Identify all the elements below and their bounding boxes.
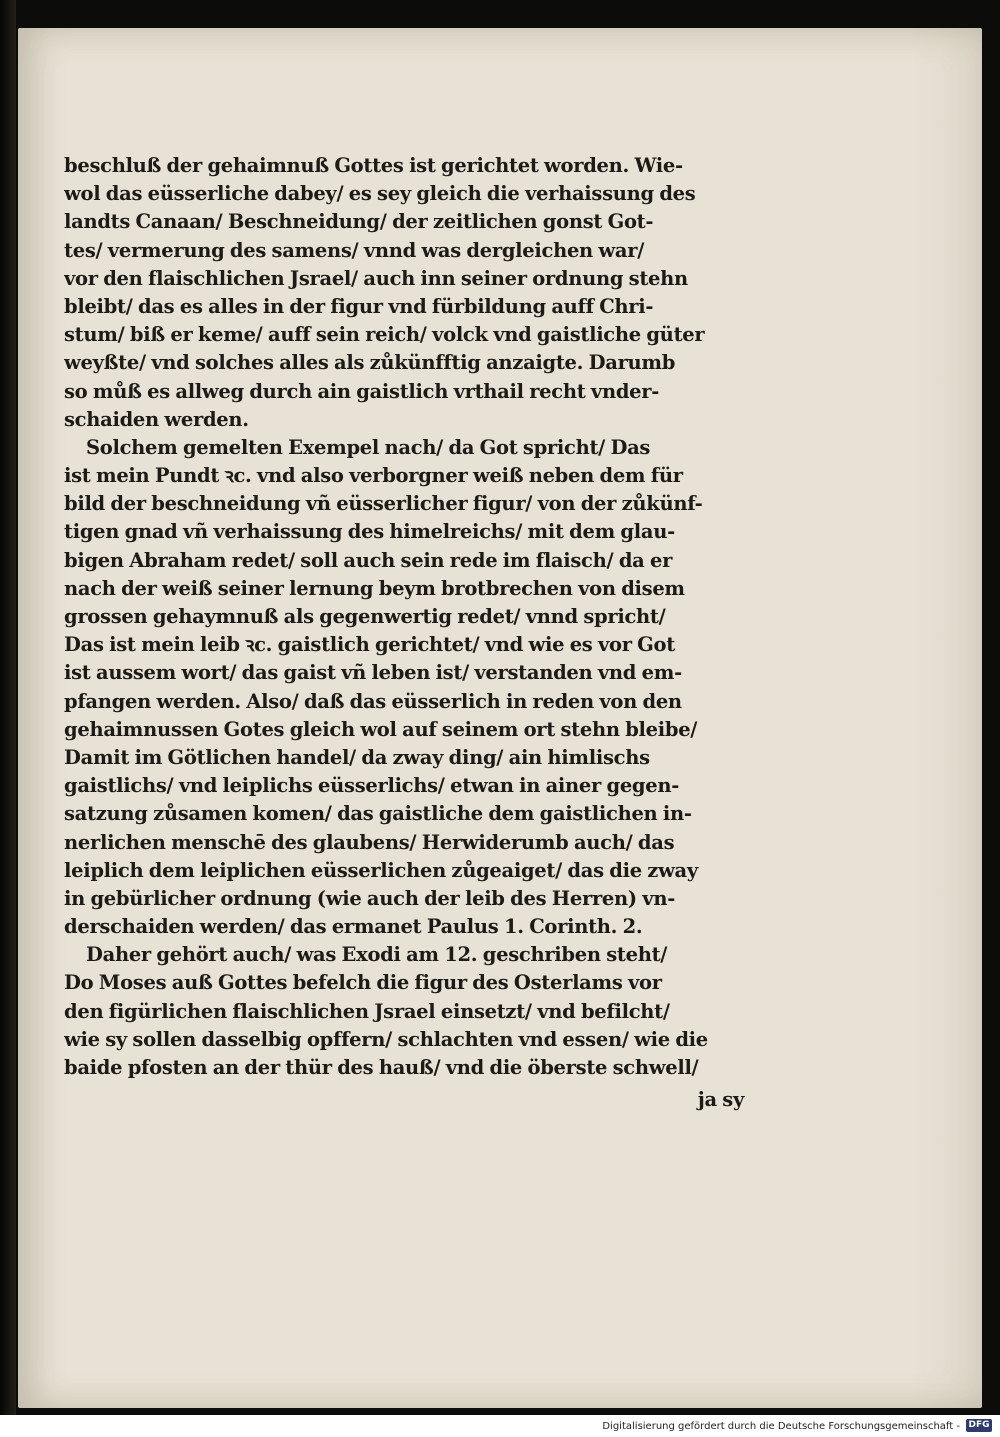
text-line: tigen gnad vñ verhaissung des himelreichs/ mit dem glau- (64, 520, 675, 544)
book-page (18, 28, 982, 1408)
text-line: ist aussem wort/ das gaist vñ leben ist/ verstanden vnd em- (64, 661, 682, 685)
page-text-block (64, 152, 754, 1114)
text-line: grossen gehaymnuß als gegenwertig redet/ vnnd spricht/ (64, 605, 666, 628)
paragraph-start-line: Daher gehört auch/ was Exodi am 12. geschriben steht/ (86, 943, 668, 967)
text-line: Damit im Götlichen handel/ da zway ding/ ain himlischs (64, 745, 650, 769)
text-line: nach der weiß seiner lernung beym brotbrechen von disem (64, 576, 685, 600)
text-line: gaistlichs/ vnd leiplichs eüsserlichs/ etwan in ainer gegen- (64, 774, 680, 798)
text-line: beschluß der gehaimnuß Gottes ist gerichtet worden. Wie- (64, 154, 683, 177)
text-line: in gebürlicher ordnung (wie auch der leib des Herren) vn- (64, 886, 676, 910)
text-line: satzung zůsamen komen/ das gaistliche dem gaistlichen in- (64, 802, 692, 826)
text-line: derschaiden werden/ das ermanet Paulus 1. Corinth. 2. (64, 915, 643, 939)
text-line: ist mein Pundt ꝛc. vnd also verborgner weiß neben dem für (64, 464, 683, 488)
dfg-logo: DFG (966, 1419, 992, 1432)
text-line: baide pfosten an der thür des hauß/ vnd die öberste schwell/ (64, 1056, 699, 1079)
text-line: bild der beschneidung vñ eüsserlicher figur/ von der zůkünf- (64, 492, 703, 516)
text-line: landts Canaan/ Beschneidung/ der zeitlichen gonst Got- (64, 210, 654, 234)
text-line: schaiden werden. (64, 407, 249, 431)
text-line: pfangen werden. Also/ daß das eüsserlich in reden von den (64, 689, 682, 713)
text-line: wie sy sollen dasselbig opffern/ schlachten vnd essen/ wie die (64, 1027, 708, 1051)
text-line: gehaimnussen Gotes gleich wol auf seinem ort stehn bleibe/ (64, 717, 698, 741)
text-line: so můß es allweg durch ain gaistlich vrthail recht vnder- (64, 379, 660, 403)
text-line: Do Moses auß Gottes befelch die figur des Osterlams vor (64, 971, 662, 995)
catchword-custos: ja sy (697, 1088, 744, 1112)
text-line: wol das eüsserliche dabey/ es sey gleich die verhaissung des (64, 182, 696, 206)
paragraph-start-line: Solchem gemelten Exempel nach/ da Got spricht/ Das (86, 435, 651, 459)
book-gutter-shadow (0, 0, 16, 1415)
text-line: stum/ biß er keme/ auff sein reich/ volck vnd gaistliche güter (64, 323, 705, 347)
text-line: Das ist mein leib ꝛc. gaistlich gerichtet/ vnd wie es vor Got (64, 633, 675, 657)
text-line: leiplich dem leiplichen eüsserlichen zůgeaiget/ das die zway (64, 858, 698, 882)
text-line: tes/ vermerung des samens/ vnnd was dergleichen war/ (64, 238, 645, 262)
text-line: nerlichen menschē des glaubens/ Herwiderumb auch/ das (64, 830, 675, 854)
text-line: bleibt/ das es alles in der figur vnd fürbildung auff Chri- (64, 294, 654, 318)
text-line: weyßte/ vnd solches alles als zůkünfftig anzaigte. Darumb (64, 351, 676, 375)
funding-credit: Digitalisierung gefördert durch die Deutsche Forschungsgemeinschaft - (602, 1421, 960, 1432)
text-line: vor den flaischlichen Jsrael/ auch inn seiner ordnung stehn (64, 266, 688, 290)
text-line: den figürlichen flaischlichen Jsrael einsetzt/ vnd befilcht/ (64, 999, 670, 1023)
text-line: bigen Abraham redet/ soll auch sein rede im flaisch/ da er (64, 548, 673, 572)
